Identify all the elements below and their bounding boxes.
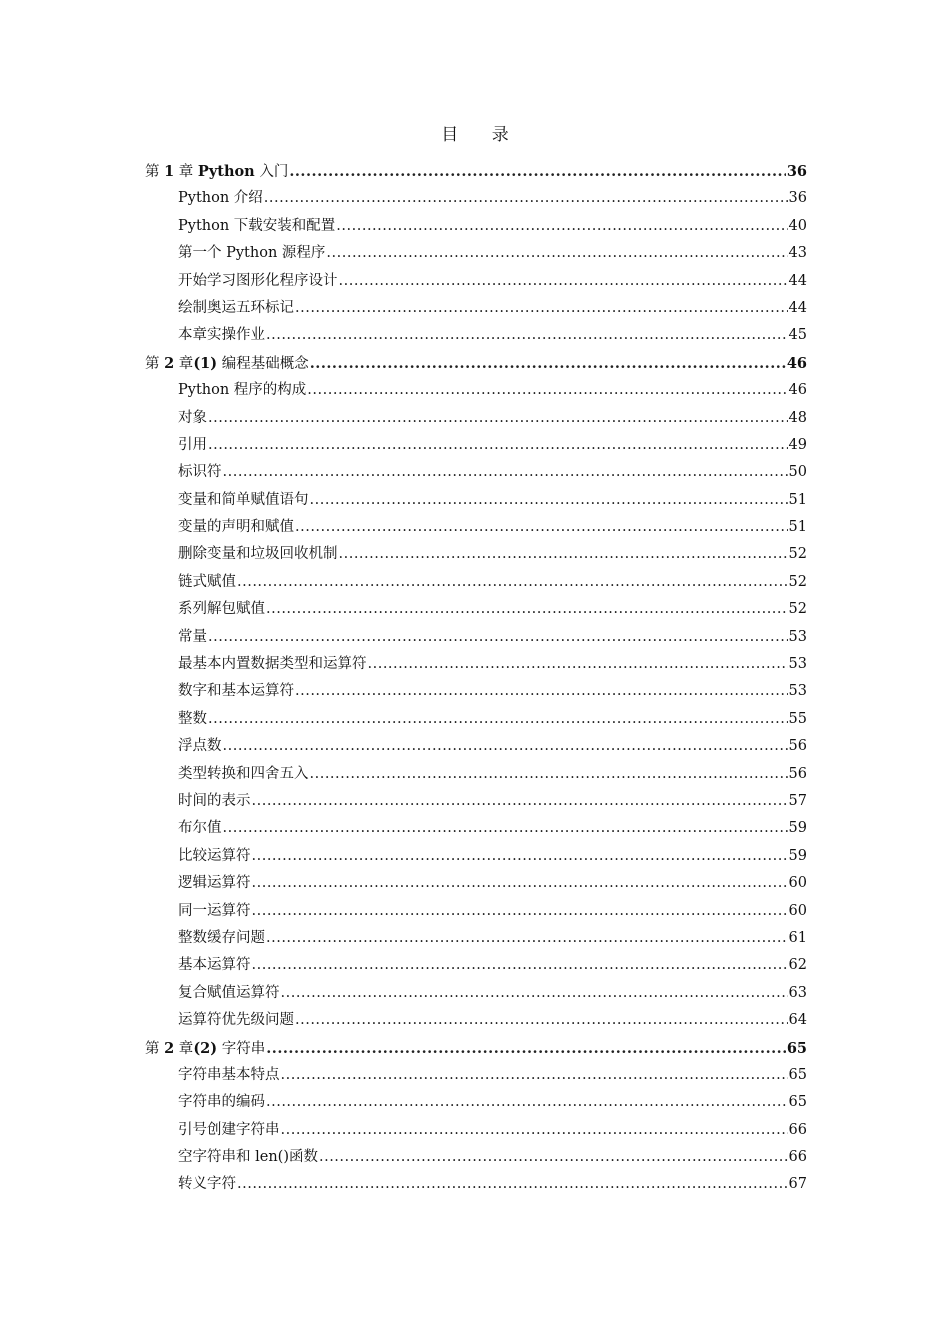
toc-page-number: 57 [788, 792, 807, 809]
toc-entry-label: 第 2 章(2) 字符串 [145, 1039, 266, 1057]
toc-page-number: 53 [788, 628, 807, 645]
toc-section-entry[interactable] [145, 295, 807, 322]
toc-page-number: 66 [788, 1121, 807, 1138]
toc-dot-leader [281, 1062, 788, 1089]
toc-dot-leader [319, 1144, 788, 1171]
toc-page-number: 61 [788, 929, 807, 946]
toc-dot-leader [339, 268, 788, 295]
toc-entry-label: 开始学习图形化程序设计 [178, 272, 338, 289]
toc-page-number: 63 [788, 984, 807, 1001]
toc-section-entry[interactable] [145, 815, 807, 842]
toc-section-entry[interactable] [145, 377, 807, 404]
toc-page-number: 65 [786, 1039, 807, 1057]
toc-section-entry[interactable] [145, 952, 807, 979]
toc-dot-leader [368, 651, 788, 678]
toc-section-entry[interactable] [145, 925, 807, 952]
toc-page-number: 59 [788, 847, 807, 864]
toc-entry-label: 时间的表示 [178, 792, 251, 809]
toc-entry-label: 第 1 章 Python 入门 [145, 163, 289, 180]
toc-chapter-entry[interactable] [145, 350, 807, 377]
toc-dot-leader [252, 898, 788, 925]
toc-page-number: 44 [788, 272, 807, 289]
toc-page-number: 55 [788, 710, 807, 727]
toc-page-number: 52 [788, 546, 807, 563]
toc-dot-leader [295, 514, 788, 541]
toc-chapter-entry[interactable] [145, 1035, 807, 1062]
toc-dot-leader [307, 377, 787, 404]
toc-dot-leader [208, 405, 788, 432]
toc-page-number: 51 [788, 491, 807, 508]
toc-page-number: 43 [788, 245, 807, 262]
toc-page-number: 53 [788, 683, 807, 700]
toc-section-entry[interactable] [145, 843, 807, 870]
toc-dot-leader [252, 952, 788, 979]
toc-entry-label: 变量和简单赋值语句 [178, 491, 309, 508]
toc-page-number: 49 [788, 436, 807, 453]
toc-section-entry[interactable] [145, 1171, 807, 1198]
toc-entry-label: 逻辑运算符 [178, 875, 251, 892]
toc-section-entry[interactable] [145, 761, 807, 788]
toc-section-entry[interactable] [145, 322, 807, 349]
toc-page-number: 66 [788, 1149, 807, 1166]
toc-section-entry[interactable] [145, 678, 807, 705]
toc-dot-leader [281, 980, 788, 1007]
toc-dot-leader [281, 1117, 788, 1144]
toc-dot-leader [266, 1089, 788, 1116]
toc-entry-label: 第 2 章(1) 编程基础概念 [145, 354, 309, 372]
toc-entry-label: 整数缓存问题 [178, 929, 265, 946]
toc-entry-label: 标识符 [178, 464, 222, 481]
toc-dot-leader [295, 295, 788, 322]
toc-section-entry[interactable] [145, 980, 807, 1007]
toc-entry-label: 第一个 Python 源程序 [178, 245, 326, 262]
toc-page-number: 56 [788, 765, 807, 782]
toc-dot-leader [295, 1007, 788, 1034]
toc-entry-label: Python 程序的构成 [178, 382, 307, 399]
toc-entry-label: 引号创建字符串 [178, 1121, 280, 1138]
toc-entry-label: 删除变量和垃圾回收机制 [178, 546, 338, 563]
toc-page-number: 46 [786, 354, 807, 372]
toc-dot-leader [208, 432, 788, 459]
toc-entry-label: 转义字符 [178, 1176, 236, 1193]
toc-page-number: 65 [788, 1066, 807, 1083]
toc-entry-label: 整数 [178, 710, 207, 727]
toc-page-number: 50 [788, 464, 807, 481]
toc-section-entry[interactable] [145, 1144, 807, 1171]
toc-section-entry[interactable] [145, 596, 807, 623]
toc-dot-leader [252, 788, 788, 815]
toc-entry-label: 链式赋值 [178, 573, 236, 590]
toc-dot-leader [310, 487, 788, 514]
toc-entry-label: 最基本内置数据类型和运算符 [178, 656, 367, 673]
toc-dot-leader [208, 624, 788, 651]
toc-page-number: 64 [788, 1012, 807, 1029]
toc-entry-label: 变量的声明和赋值 [178, 519, 294, 536]
toc-page-number: 45 [788, 327, 807, 344]
toc-dot-leader [266, 322, 788, 349]
toc-entry-label: 类型转换和四舍五入 [178, 765, 309, 782]
toc-section-entry[interactable] [145, 651, 807, 678]
toc-dot-leader [295, 678, 788, 705]
toc-dot-leader [266, 596, 788, 623]
toc-page-number: 67 [788, 1176, 807, 1193]
toc-dot-leader [223, 459, 788, 486]
toc-section-entry[interactable] [145, 1117, 807, 1144]
toc-entry-label: 浮点数 [178, 738, 222, 755]
toc-page-number: 52 [788, 573, 807, 590]
toc-entry-label: 数字和基本运算符 [178, 683, 294, 700]
toc-dot-leader [289, 158, 785, 185]
toc-entry-label: 布尔值 [178, 820, 222, 837]
toc-section-entry[interactable] [145, 487, 807, 514]
toc-page-number: 44 [788, 299, 807, 316]
toc-page-number: 48 [788, 409, 807, 426]
toc-title: 目 录 [441, 125, 523, 145]
toc-dot-leader [339, 541, 788, 568]
toc-page-number: 40 [788, 217, 807, 234]
toc-page-number: 36 [788, 190, 807, 207]
toc-dot-leader [266, 925, 788, 952]
toc-entry-label: 本章实操作业 [178, 327, 265, 344]
toc-entry-label: 字符串的编码 [178, 1094, 265, 1111]
toc-page-number: 65 [788, 1094, 807, 1111]
toc-section-entry[interactable] [145, 268, 807, 295]
toc-entry-label: 引用 [178, 436, 207, 453]
toc-entry-label: 系列解包赋值 [178, 601, 265, 618]
toc-dot-leader [223, 733, 788, 760]
toc-section-entry[interactable] [145, 898, 807, 925]
toc-chapter-entry[interactable] [145, 158, 807, 185]
toc-entry-label: 常量 [178, 628, 207, 645]
toc-page-number: 46 [788, 382, 807, 399]
toc-section-entry[interactable] [145, 213, 807, 240]
toc-entry-label: 比较运算符 [178, 847, 251, 864]
toc-page-number: 52 [788, 601, 807, 618]
toc-section-entry[interactable] [145, 541, 807, 568]
toc-section-entry[interactable] [145, 459, 807, 486]
toc-section-entry[interactable] [145, 240, 807, 267]
toc-section-entry[interactable] [145, 788, 807, 815]
toc-section-entry[interactable] [145, 185, 807, 212]
toc-section-entry[interactable] [145, 733, 807, 760]
toc-section-entry[interactable] [145, 1062, 807, 1089]
toc-section-entry[interactable] [145, 706, 807, 733]
toc-entry-label: 空字符串和 len()函数 [178, 1149, 318, 1166]
toc-dot-leader [208, 706, 788, 733]
toc-entry-label: 对象 [178, 409, 207, 426]
toc-dot-leader [237, 1171, 788, 1198]
toc-entry-label: 字符串基本特点 [178, 1066, 280, 1083]
toc-dot-leader [264, 185, 788, 212]
toc-section-entry[interactable] [145, 1089, 807, 1116]
toc-entry-label: Python 下载安装和配置 [178, 217, 336, 234]
toc-section-entry[interactable] [145, 624, 807, 651]
toc-dot-leader [310, 350, 786, 377]
toc-dot-leader [223, 815, 788, 842]
toc-entry-label: 运算符优先级问题 [178, 1012, 294, 1029]
toc-section-entry[interactable] [145, 405, 807, 432]
toc-dot-leader [252, 843, 788, 870]
toc-dot-leader [336, 213, 787, 240]
toc-dot-leader [326, 240, 787, 267]
toc-dot-leader [237, 569, 788, 596]
toc-entry-label: 基本运算符 [178, 957, 251, 974]
toc-page-number: 51 [788, 519, 807, 536]
toc-page-number: 53 [788, 656, 807, 673]
toc-section-entry[interactable] [145, 870, 807, 897]
toc-dot-leader [252, 870, 788, 897]
toc-list [145, 158, 807, 1199]
toc-page-number: 36 [786, 163, 807, 180]
toc-page-number: 59 [788, 820, 807, 837]
toc-page-number: 60 [788, 902, 807, 919]
toc-entry-label: 同一运算符 [178, 902, 251, 919]
toc-section-entry[interactable] [145, 569, 807, 596]
toc-page-number: 62 [788, 957, 807, 974]
toc-entry-label: Python 介绍 [178, 190, 263, 207]
toc-dot-leader [310, 761, 788, 788]
toc-page-number: 60 [788, 875, 807, 892]
toc-section-entry[interactable] [145, 514, 807, 541]
toc-section-entry[interactable] [145, 432, 807, 459]
toc-page-number: 56 [788, 738, 807, 755]
toc-entry-label: 复合赋值运算符 [178, 984, 280, 1001]
toc-dot-leader [266, 1035, 786, 1062]
toc-entry-label: 绘制奥运五环标记 [178, 299, 294, 316]
toc-section-entry[interactable] [145, 1007, 807, 1034]
